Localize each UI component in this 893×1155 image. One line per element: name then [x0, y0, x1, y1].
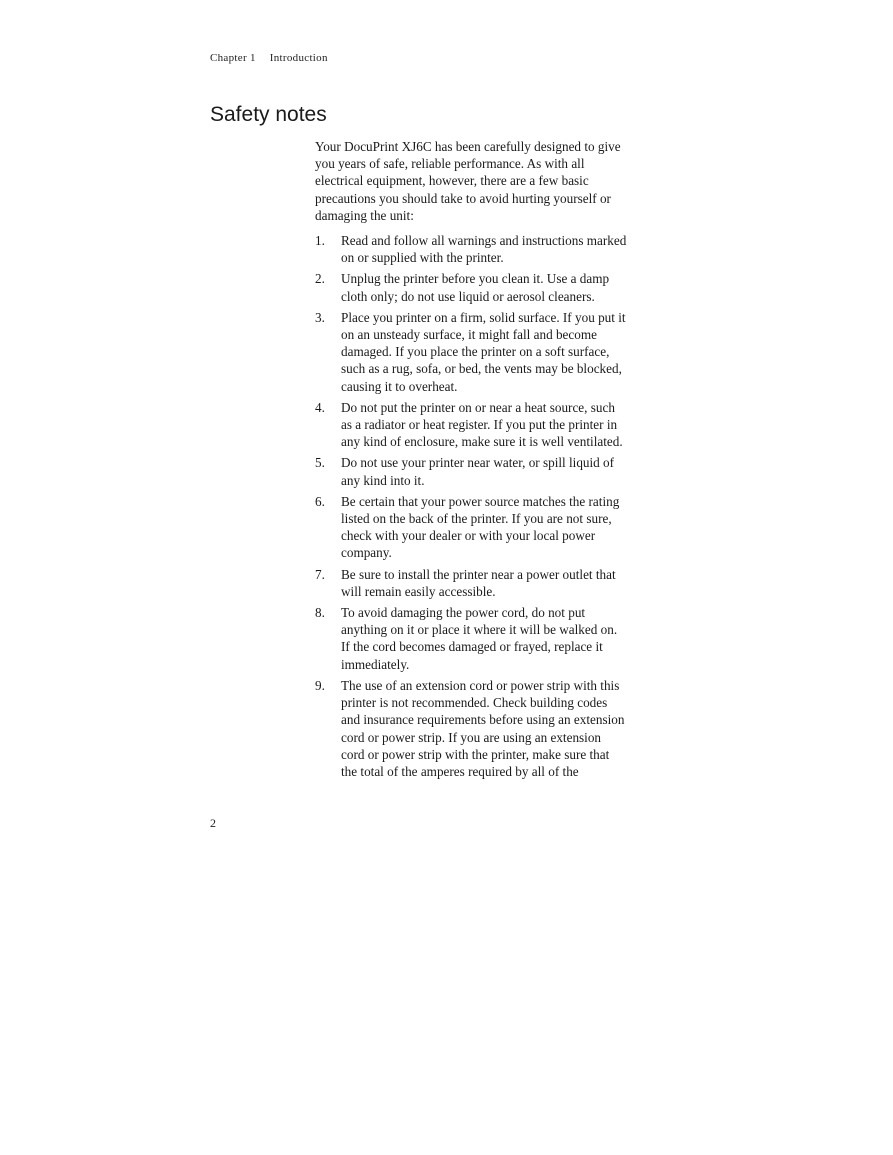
list-item	[315, 677, 665, 780]
list-item	[315, 493, 665, 562]
list-item-line: on or supplied with the printer.	[341, 250, 504, 266]
list-item-line: check with your dealer or with your local power	[341, 528, 596, 544]
running-header	[210, 52, 328, 64]
list-item-line: as a radiator or heat register. If you put the printer in	[341, 417, 618, 433]
list-item-line: damaged. If you place the printer on a soft surface,	[341, 344, 610, 360]
list-item-line: immediately.	[341, 656, 410, 672]
list-item-line: cord or power strip. If you are using an extension	[341, 729, 602, 745]
list-item-number: 7.	[315, 566, 325, 582]
list-item-line: Unplug the printer before you clean it. Use a damp	[341, 271, 610, 287]
intro-line: Your DocuPrint XJ6C has been carefully designed to give	[315, 139, 621, 154]
list-item-line: company.	[341, 545, 392, 561]
list-item-text	[341, 566, 665, 600]
list-item-line: cloth only; do not use liquid or aerosol cleaners.	[341, 288, 595, 304]
page-number: 2	[210, 816, 216, 830]
list-item	[315, 399, 665, 451]
chapter-label: Chapter 1	[210, 52, 256, 64]
list-item-number: 9.	[315, 677, 325, 693]
list-item-text	[341, 677, 665, 780]
list-item-line: Place you printer on a firm, solid surface. If you put it	[341, 309, 626, 325]
list-item-text	[341, 493, 665, 562]
list-item	[315, 309, 665, 395]
list-item-line: Be certain that your power source matches the rating	[341, 493, 620, 509]
list-item-line: any kind of enclosure, make sure it is well ventilated.	[341, 434, 623, 450]
list-item-number: 2.	[315, 271, 325, 287]
list-item-line: Be sure to install the printer near a power outlet that	[341, 566, 616, 582]
intro-line: damaging the unit:	[315, 207, 414, 223]
intro-line: electrical equipment, however, there are a few basic	[315, 173, 589, 189]
list-item-line: To avoid damaging the power cord, do not put	[341, 605, 586, 621]
section-title: Safety notes	[210, 103, 327, 126]
list-item-text	[341, 270, 665, 304]
safety-list	[315, 232, 665, 780]
list-item-line: will remain easily accessible.	[341, 583, 496, 599]
list-item-line: listed on the back of the printer. If you are not sure,	[341, 511, 612, 527]
list-item-text	[341, 232, 665, 266]
list-item-line: Read and follow all warnings and instructions marked	[341, 233, 627, 249]
list-item-line: Do not put the printer on or near a heat source, such	[341, 399, 615, 415]
list-item-line: printer is not recommended. Check building codes	[341, 695, 608, 711]
list-item-line: and insurance requirements before using an extension	[341, 712, 625, 728]
list-item	[315, 232, 665, 266]
list-item-number: 1.	[315, 233, 325, 249]
list-item-line: such as a rug, sofa, or bed, the vents may be blocked,	[341, 361, 622, 377]
list-item-text	[341, 399, 665, 451]
list-item-line: any kind into it.	[341, 472, 425, 488]
list-item	[315, 604, 665, 673]
list-item-text	[341, 309, 665, 395]
list-item-number: 4.	[315, 399, 325, 415]
list-item	[315, 270, 665, 304]
list-item-number: 8.	[315, 605, 325, 621]
list-item-number: 5.	[315, 455, 325, 471]
list-item	[315, 566, 665, 600]
chapter-title: Introduction	[269, 52, 328, 64]
list-item	[315, 454, 665, 488]
list-item-line: causing it to overheat.	[341, 378, 458, 394]
intro-line: you years of safe, reliable performance. As with all	[315, 156, 585, 172]
intro-line: precautions you should take to avoid hurting yourself or	[315, 190, 611, 206]
list-item-line: Do not use your printer near water, or spill liquid of	[341, 455, 615, 471]
list-item-line: If the cord becomes damaged or frayed, replace it	[341, 639, 603, 655]
list-item-text	[341, 454, 665, 488]
list-item-text	[341, 604, 665, 673]
list-item-line: cord or power strip with the printer, make sure that	[341, 746, 610, 762]
list-item-number: 6.	[315, 493, 325, 509]
list-item-number: 3.	[315, 309, 325, 325]
list-item-line: The use of an extension cord or power strip with this	[341, 677, 620, 693]
body-text	[315, 138, 665, 784]
list-item-line: anything on it or place it where it will be walked on.	[341, 622, 618, 638]
list-item-line: on an unsteady surface, it might fall and become	[341, 327, 597, 343]
list-item-line: the total of the amperes required by all of the	[341, 763, 579, 779]
intro-paragraph	[315, 138, 665, 224]
